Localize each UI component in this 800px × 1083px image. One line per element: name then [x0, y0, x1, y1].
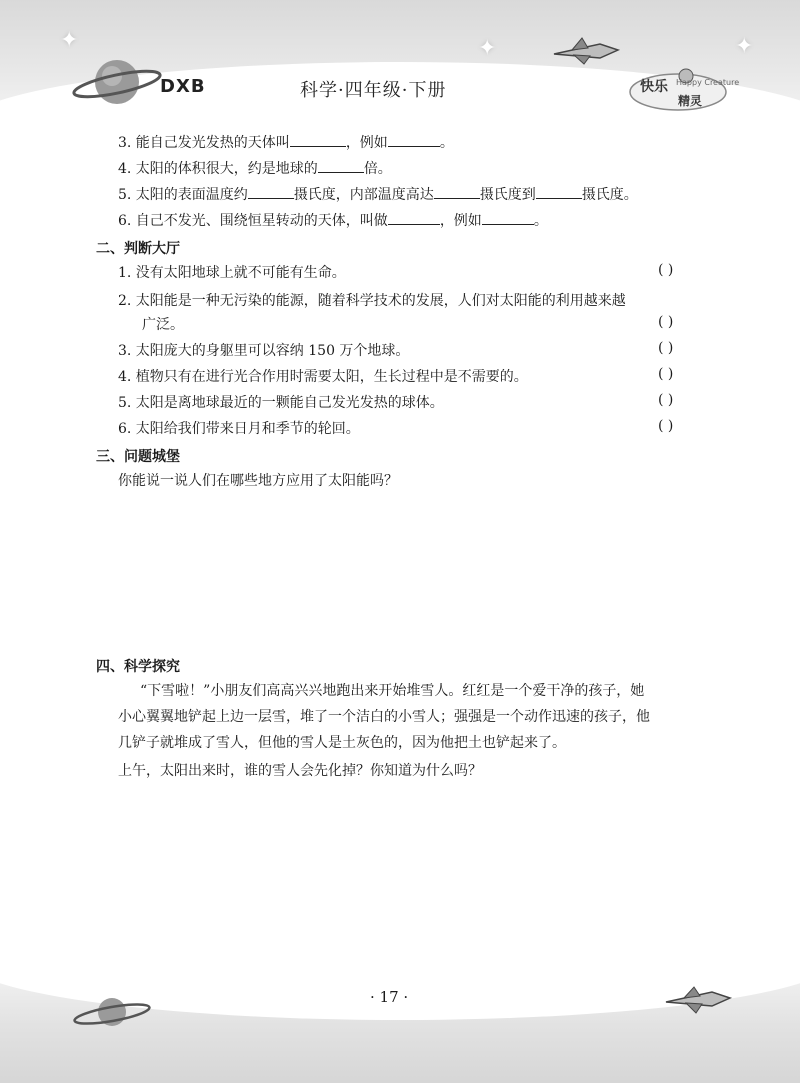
logo-text-2: 精灵 [678, 94, 703, 108]
answer-blank[interactable] [536, 184, 582, 199]
answer-parentheses[interactable]: ( ) [658, 340, 674, 356]
section-4-question: 上午，太阳出来时，谁的雪人会先化掉？你知道为什么吗？ [118, 763, 482, 779]
story-paragraph-line: “下雪啦！”小朋友们高高兴兴地跑出来开始堆雪人。红红是一个爱干净的孩子，她 [140, 683, 645, 699]
answer-blank[interactable] [482, 210, 534, 225]
story-paragraph-line: 几铲子就堆成了雪人，但他的雪人是土灰色的，因为他把土也铲起来了。 [118, 735, 566, 751]
judge-item-4: 4. 植物只有在进行光合作用时需要太阳，生长过程中是不需要的。 [118, 369, 528, 385]
answer-parentheses[interactable]: ( ) [658, 418, 674, 434]
judge-item-6: 6. 太阳给我们带来日月和季节的轮回。 [118, 421, 360, 437]
section-4-title: 四、科学探究 [96, 659, 180, 675]
answer-parentheses[interactable]: ( ) [658, 366, 674, 382]
section-2-title: 二、判断大厅 [96, 241, 180, 257]
judge-item-2-cont: 广泛。 [142, 317, 184, 333]
story-paragraph-line: 小心翼翼地铲起上边一层雪，堆了一个洁白的小雪人；强强是一个动作迅速的孩子，他 [118, 709, 650, 725]
judge-item-2: 2. 太阳能是一种无污染的能源，随着科学技术的发展，人们对太阳能的利用越来越 [118, 293, 626, 309]
saturn-planet-icon [72, 52, 162, 112]
section-3-question: 你能说一说人们在哪些地方应用了太阳能吗？ [118, 473, 398, 489]
answer-blank[interactable] [318, 158, 364, 173]
book-code: DXB [160, 76, 206, 97]
answer-blank[interactable] [434, 184, 480, 199]
fill-item-4: 4. 太阳的体积很大，约是地球的 倍。 [118, 158, 392, 178]
answer-blank[interactable] [388, 132, 440, 147]
logo-english: Happy Creature [676, 78, 740, 87]
fill-item-6: 6. 自己不发光、围绕恒星转动的天体，叫做 ，例如 。 [118, 210, 548, 230]
page-number: · 17 · [370, 988, 409, 1006]
answer-blank[interactable] [248, 184, 294, 199]
star-icon: ✦ [478, 36, 497, 61]
star-icon: ✦ [60, 28, 79, 53]
answer-blank[interactable] [290, 132, 346, 147]
logo-text: 快乐 [640, 79, 668, 95]
space-shuttle-icon [664, 986, 734, 1016]
fill-item-5: 5. 太阳的表面温度约 摄氏度，内部温度高达 摄氏度到 摄氏度。 [118, 184, 638, 204]
saturn-planet-icon [72, 992, 152, 1032]
space-shuttle-icon [552, 36, 622, 66]
judge-item-3: 3. 太阳庞大的身躯里可以容纳 150 万个地球。 [118, 343, 410, 359]
fill-item-3: 3. 能自己发光发热的天体叫 ，例如 。 [118, 132, 454, 152]
answer-parentheses[interactable]: ( ) [658, 314, 674, 330]
section-3-title: 三、问题城堡 [96, 449, 180, 465]
page-title: 科学·四年级·下册 [300, 80, 447, 101]
judge-item-5: 5. 太阳是离地球最近的一颗能自己发光发热的球体。 [118, 395, 444, 411]
answer-parentheses[interactable]: ( ) [658, 392, 674, 408]
judge-item-1: 1. 没有太阳地球上就不可能有生命。 [118, 265, 346, 281]
answer-parentheses[interactable]: ( ) [658, 262, 674, 278]
star-icon: ✦ [735, 34, 754, 59]
answer-blank[interactable] [388, 210, 440, 225]
